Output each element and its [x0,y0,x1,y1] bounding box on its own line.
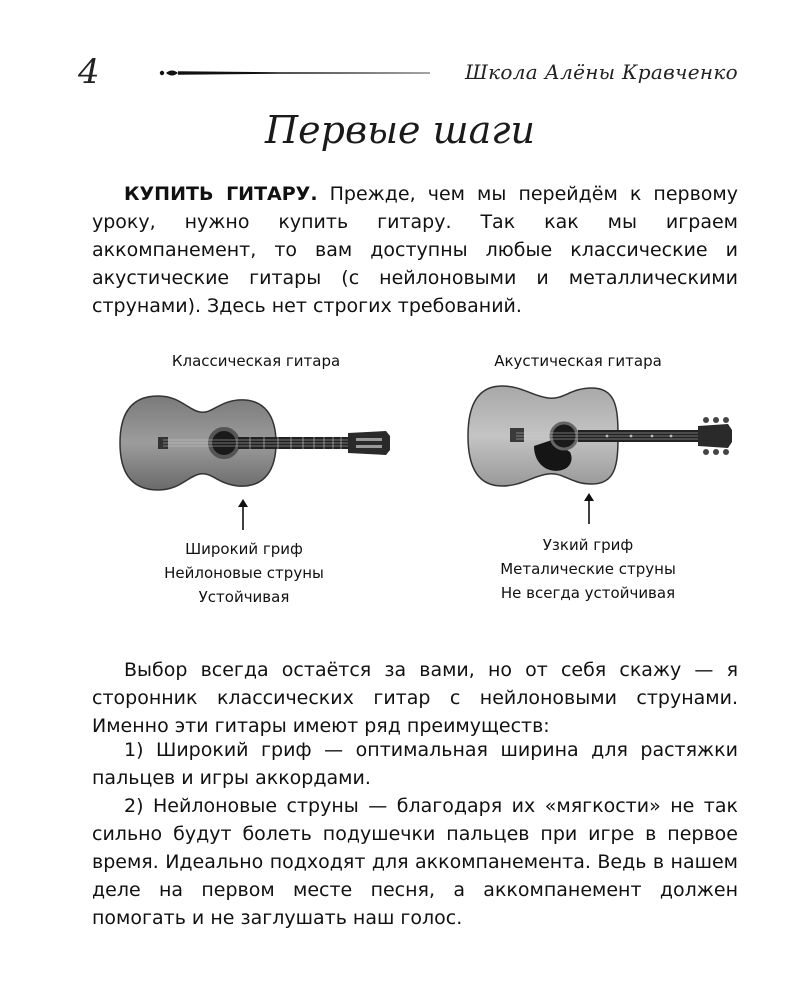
chapter-title: Первые шаги [265,108,535,152]
intro-paragraph [92,180,738,320]
choice-paragraph: Выбор всегда остаётся за вами, но от себя скажу — я сторонник классических гитар с нейлоновыми струнами. Именно эти гитары имеют ряд преимуществ: [92,659,738,737]
classic-guitar-features [94,537,394,609]
feature-item: Устойчивая [198,588,290,606]
up-arrow-icon [236,498,250,530]
acoustic-guitar-image [466,380,736,492]
feature-item: Не всегда устойчивая [500,584,676,602]
advantage-1-paragraph: 1) Широкий гриф — оптимальная ширина для растяжки пальцев и игры аккордами. [92,739,738,789]
acoustic-guitar-features [438,533,738,605]
feature-item: Узкий гриф [542,536,634,554]
acoustic-guitar-caption: Акустическая гитара [494,352,662,370]
advantage-2-paragraph: 2) Нейлоновые струны — благодаря их «мягкости» не так сильно будут болеть подушечки пальцев при игре в первое время. Идеально подходят для аккомпанемента. Ведь в нашем деле на первом месте песня, а аккомпанемент должен помогать и не заглушать наш голос. [92,795,738,929]
running-head: Школа Алёны Кравченко [465,60,738,84]
classical-guitar-image [118,388,393,498]
header-ornament-rule [158,66,430,80]
feature-item: Металические струны [500,560,676,578]
intro-lead: КУПИТЬ ГИТАРУ. [124,183,318,205]
feature-item: Широкий гриф [185,540,303,558]
feature-item: Нейлоновые струны [164,564,324,582]
intro-text: Прежде, чем мы перейдём к первому уроку, нужно купить гитару. Так как мы играем аккомпанемент, то вам доступны любые классические и акустические гитары (с нейлоновыми и металлическими струнами). Здесь нет строгих требований. [92,183,738,317]
page-number: 4 [78,52,100,92]
up-arrow-icon [582,492,596,524]
classic-guitar-caption: Классическая гитара [171,352,341,370]
